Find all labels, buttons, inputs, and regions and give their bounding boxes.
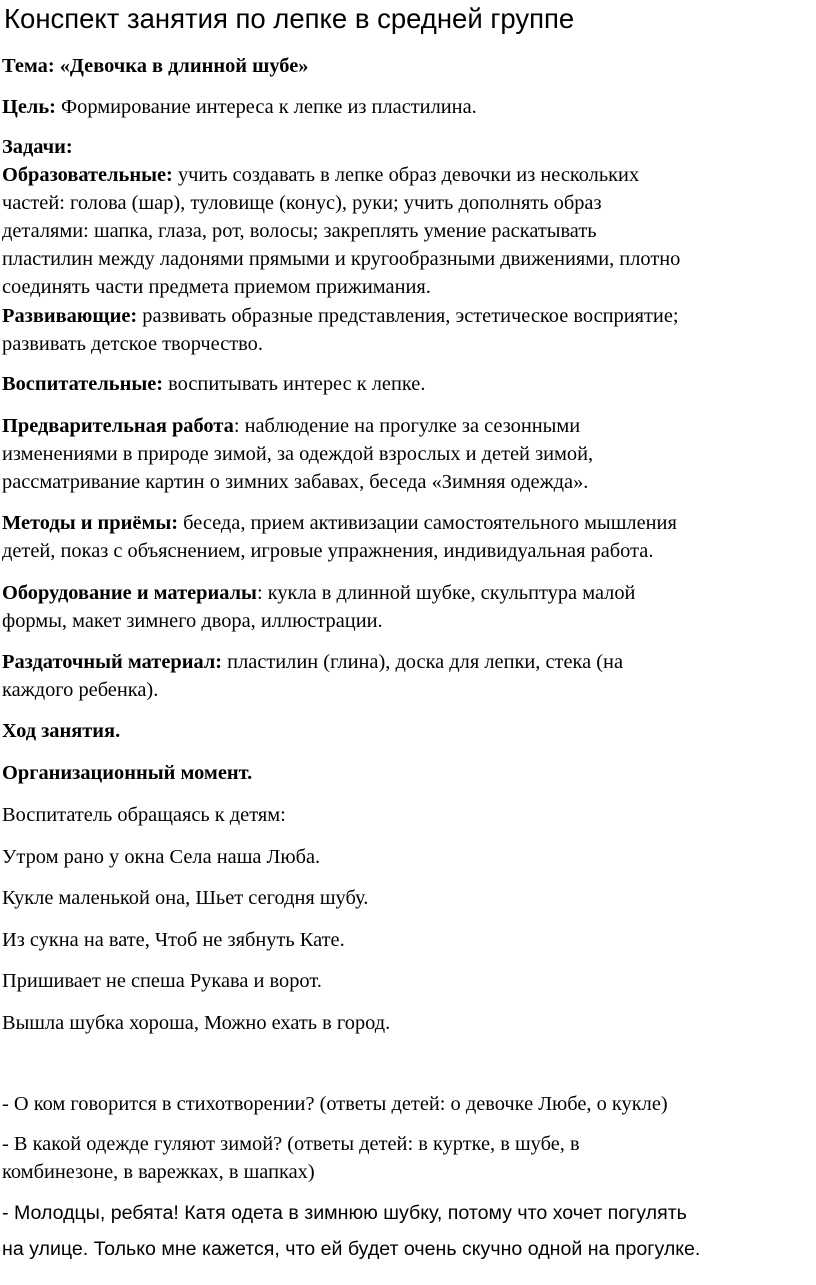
methods-label: Методы и приёмы: bbox=[2, 512, 179, 534]
preliminary-label: Предварительная работа bbox=[2, 415, 234, 437]
topic: Тема: «Девочка в длинной шубе» bbox=[2, 55, 309, 77]
goal-label: Цель: bbox=[2, 96, 56, 118]
tasks-developing bbox=[2, 302, 814, 358]
goal bbox=[2, 93, 814, 121]
upbringing-text: воспитывать интерес к лепке. bbox=[163, 373, 426, 395]
educational-line: пластилин между ладонями прямыми и кругообразными движениями, плотно bbox=[2, 248, 681, 270]
developing-line: развивать детское творчество. bbox=[2, 333, 263, 355]
educational-line: соединять части предмета приемом прижимания. bbox=[2, 276, 431, 298]
goal-text: Формирование интереса к лепке из пластилина. bbox=[55, 96, 477, 118]
handout-line: пластилин (глина), доска для лепки, стека (на bbox=[222, 651, 624, 673]
preliminary-line: изменениями в природе зимой, за одеждой взрослых и детей зимой, bbox=[2, 443, 594, 465]
educational-label: Образовательные: bbox=[2, 164, 173, 186]
question-2 bbox=[2, 1130, 814, 1186]
poem-line: Утром рано у окна Села наша Люба. bbox=[2, 846, 321, 868]
poem-line: Кукле маленькой она, Шьет сегодня шубу. bbox=[2, 887, 369, 909]
equipment bbox=[2, 579, 814, 635]
poem-line: Пришивает не спеша Рукава и ворот. bbox=[2, 970, 322, 992]
org-moment-heading: Организационный момент. bbox=[2, 762, 253, 784]
handout-line: каждого ребенка). bbox=[2, 679, 159, 701]
upbringing-label: Воспитательные: bbox=[2, 373, 164, 395]
tasks-heading: Задачи: bbox=[2, 136, 73, 158]
teacher-remark-line: на улице. Только мне кажется, что ей будет очень скучно одной на прогулке. bbox=[2, 1238, 701, 1260]
methods bbox=[2, 509, 814, 565]
tasks-upbringing bbox=[2, 370, 814, 398]
educational-line: учить создавать в лепке образ девочки из нескольких bbox=[172, 164, 640, 186]
question-2-line: комбинезоне, в варежках, в шапках) bbox=[2, 1161, 315, 1183]
teacher-remark bbox=[2, 1195, 814, 1267]
handout-label: Раздаточный материал: bbox=[2, 651, 223, 673]
handout bbox=[2, 648, 814, 704]
poem-line: Вышла шубка хороша, Можно ехать в город. bbox=[2, 1012, 391, 1034]
question-2-line: - В какой одежде гуляют зимой? (ответы детей: в куртке, в шубе, в bbox=[2, 1133, 580, 1155]
methods-line: беседа, прием активизации самостоятельного мышления bbox=[178, 512, 677, 534]
teacher-remark-line: - Молодцы, ребята! Катя одета в зимнюю шубку, потому что хочет погулять bbox=[2, 1202, 687, 1224]
preliminary-line: : наблюдение на прогулке за сезонными bbox=[233, 415, 581, 437]
preliminary-line: рассматривание картин о зимних забавах, беседа «Зимняя одежда». bbox=[2, 471, 589, 493]
educational-line: деталями: шапка, глаза, рот, волосы; закреплять умение раскатывать bbox=[2, 220, 597, 242]
developing-line: развивать образные представления, эстетическое восприятие; bbox=[137, 305, 679, 327]
equipment-line: : кукла в длинной шубке, скульптура малой bbox=[256, 582, 636, 604]
lesson-progress-heading: Ход занятия. bbox=[2, 720, 121, 742]
tasks-educational bbox=[2, 161, 814, 301]
methods-line: детей, показ с объяснением, игровые упражнения, индивидуальная работа. bbox=[2, 540, 654, 562]
equipment-line: формы, макет зимнего двора, иллюстрации. bbox=[2, 610, 383, 632]
preliminary-work bbox=[2, 412, 814, 496]
teacher-intro: Воспитатель обращаясь к детям: bbox=[2, 804, 286, 826]
equipment-label: Оборудование и материалы bbox=[2, 582, 257, 604]
poem-line: Из сукна на вате, Чтоб не зябнуть Кате. bbox=[2, 929, 345, 951]
question-1: - О ком говорится в стихотворении? (ответы детей: о девочке Любе, о кукле) bbox=[2, 1093, 668, 1115]
educational-line: частей: голова (шар), туловище (конус), руки; учить дополнять образ bbox=[2, 192, 602, 214]
page-title: Конспект занятия по лепке в средней группе bbox=[4, 3, 575, 34]
developing-label: Развивающие: bbox=[2, 305, 138, 327]
